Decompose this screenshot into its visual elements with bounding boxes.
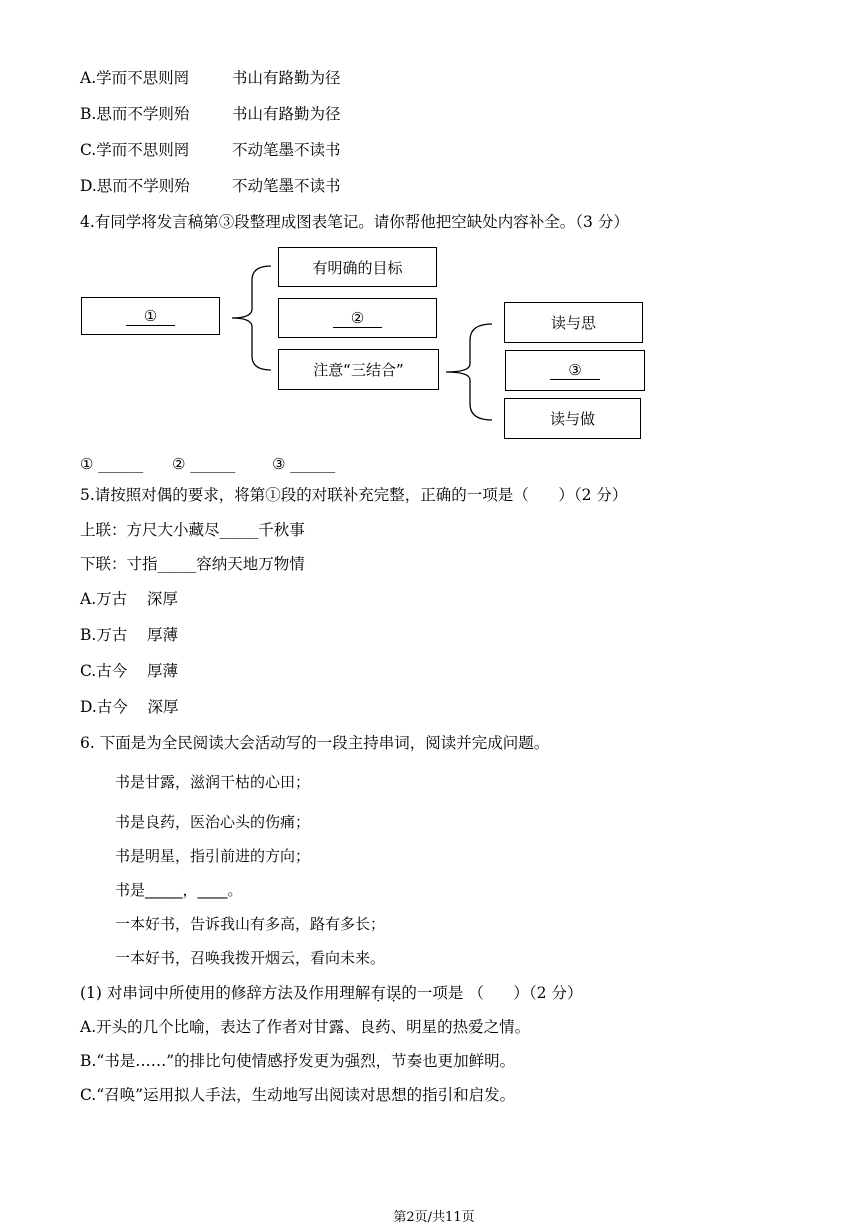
option-b-q3-text: 书山有路勤为径 xyxy=(232,105,341,123)
q6-sub1-post: 的一项是 （ ）（2 分） xyxy=(401,984,583,1002)
brace-right xyxy=(446,324,492,420)
option-a-q3: A.学而不思则罔 xyxy=(80,69,190,87)
box-read-do-label: 读与做 xyxy=(549,410,595,428)
poem-line-1: 书是甘露，滋润干枯的心田； xyxy=(115,773,311,791)
page-footer: 第2页/共11页 xyxy=(393,1210,475,1225)
emphasis-char-1: 有 xyxy=(370,984,386,1002)
option-c-q3-text: 不动笔墨不读书 xyxy=(232,141,341,159)
option-a-q3-text: 书山有路勤为径 xyxy=(232,69,341,87)
answer-blank-1: ① ______ xyxy=(80,455,144,473)
option-d-q3-text: 不动笔墨不读书 xyxy=(232,177,341,195)
box-goal-label: 有明确的目标 xyxy=(312,258,403,277)
q5-option-d: D.古今 深厚 xyxy=(80,698,179,716)
option-b-q3: B.思而不学则殆 xyxy=(80,105,190,123)
answer-blank-2: ② ______ xyxy=(172,455,236,473)
q6-sub1-option-a: A.开头的几个比喻，表达了作者对甘露、良药、明星的热爱之情。 xyxy=(80,1018,531,1036)
q6-stem: 6. 下面是为全民阅读大会活动写的一段主持串词，阅读并完成问题。 xyxy=(80,734,550,752)
poem-line-4: 书是_____，____。 xyxy=(115,881,243,899)
q6-sub1-option-b: B.“书是……”的排比句使情感抒发更为强烈，节奏也更加鲜明。 xyxy=(80,1052,516,1070)
q5-stem: 5.请按照对偶的要求，将第①段的对联补充完整，正确的一项是（ ）（2 分） xyxy=(80,486,628,504)
blank-3-label: ③ xyxy=(550,361,599,380)
poem-line-5: 一本好书，告诉我山有多高，路有多长； xyxy=(115,915,386,933)
q5-upper-couplet: 上联：方尺大小藏尽_____千秋事 xyxy=(80,521,305,539)
q5-option-c: C.古今 厚薄 xyxy=(80,662,178,680)
poem-line-2: 书是良药，医治心头的伤痛； xyxy=(115,813,311,831)
option-c-q3: C.学而不思则罔 xyxy=(80,141,190,159)
box-read-think-label: 读与思 xyxy=(550,314,596,332)
q5-option-b: B.万古 厚薄 xyxy=(80,626,179,644)
poem-line-3: 书是明星，指引前进的方向； xyxy=(115,847,311,865)
option-d-q3: D.思而不学则殆 xyxy=(80,177,190,195)
q5-option-a: A.万古 深厚 xyxy=(80,590,178,608)
emphasis-char-2: 误 xyxy=(385,984,402,1002)
q5-lower-couplet: 下联：寸指_____容纳天地万物情 xyxy=(80,555,305,573)
blank-2-label: ② xyxy=(333,309,382,328)
q6-sub1-option-c: C.“召唤”运用拟人手法，生动地写出阅读对思想的指引和启发。 xyxy=(80,1086,516,1104)
q4-braces xyxy=(0,0,868,460)
answer-blank-3: ③ ______ xyxy=(272,455,336,473)
q6-sub1-pre: (1) 对串词中所使用的修辞方法及作用理解 xyxy=(80,984,371,1002)
poem-line-6: 一本好书，召唤我拨开烟云，看向未来。 xyxy=(115,949,386,967)
q6-sub1-stem xyxy=(80,983,582,1003)
brace-left xyxy=(232,266,271,370)
q4-stem: 4.有同学将发言稿第③段整理成图表笔记。请你帮他把空缺处内容补全。（3 分） xyxy=(80,213,629,231)
box-three-combine-label: 注意“三结合” xyxy=(313,361,404,379)
blank-1-label: ① xyxy=(126,307,175,326)
